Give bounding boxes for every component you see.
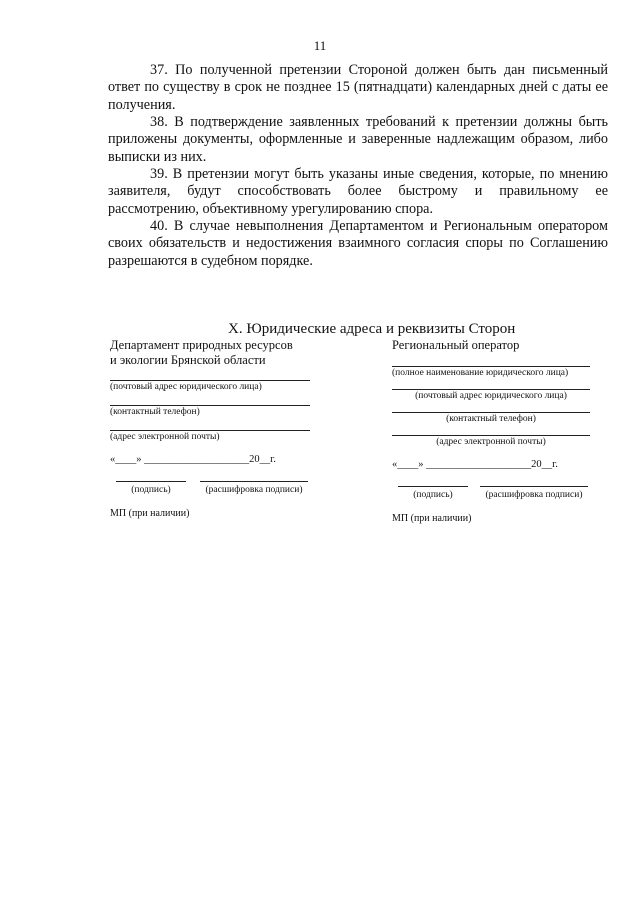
paragraph-37: 37. По полученной претензии Стороной должен быть дан письменный ответ по существу в срок не позднее 15 (пятнадцати) календарных дней с даты ее получения. [108, 62, 608, 113]
right-phone-caption: (контактный телефон) [446, 414, 536, 424]
right-decode-field [478, 486, 590, 501]
left-signature-caption: (подпись) [131, 485, 171, 495]
left-phone-caption: (контактный телефон) [110, 407, 200, 417]
right-postal-caption: (почтовый адрес юридического лица) [415, 391, 567, 401]
paragraph-39: 39. В претензии могут быть указаны иные сведения, которые, по мнению заявителя, будут способствовать более быстрому и правильному ее рассмотрению, объективному урегулированию спора. [108, 166, 608, 217]
page-number: 11 [313, 38, 327, 53]
left-postal-caption: (почтовый адрес юридического лица) [110, 382, 262, 392]
right-signature-row [392, 486, 590, 501]
right-email-caption: (адрес электронной почты) [436, 437, 546, 447]
left-date-line: «____» ____________________20__г. [110, 454, 276, 465]
left-signature-row [110, 481, 310, 496]
left-decode-line [200, 481, 308, 482]
left-signature-field [110, 481, 192, 496]
right-name-caption: (полное наименование юридического лица) [392, 368, 569, 378]
left-party-title-line2: и экологии Брянской области [110, 353, 266, 367]
paragraph-38: 38. В подтверждение заявленных требований к претензии должны быть приложены документы, оформленные и заверенные надлежащим образом, либо выписки из них. [108, 114, 608, 165]
right-decode-line [480, 486, 588, 487]
right-signature-line [398, 486, 468, 487]
right-signature-field [392, 486, 474, 501]
right-date-line: «____» ____________________20__г. [392, 459, 558, 470]
section-title: X. Юридические адреса и реквизиты Сторон [228, 321, 516, 337]
left-party-block [110, 338, 310, 519]
left-signature-line [116, 481, 186, 482]
right-stamp-note: МП (при наличии) [392, 513, 472, 524]
left-email-caption: (адрес электронной почты) [110, 432, 220, 442]
left-party-title-line1: Департамент природных ресурсов [110, 338, 293, 352]
right-party-block [392, 338, 590, 524]
right-signature-caption: (подпись) [413, 490, 453, 500]
paragraph-40: 40. В случае невыполнения Департаментом и Региональным оператором своих обязательств и недостижения взаимного согласия споры по Соглашению разрешаются в судебном порядке. [108, 218, 608, 269]
right-party-title: Региональный оператор [392, 338, 520, 352]
left-stamp-note: МП (при наличии) [110, 508, 190, 519]
left-decode-field [198, 481, 310, 496]
right-decode-caption: (расшифровка подписи) [485, 490, 583, 500]
left-decode-caption: (расшифровка подписи) [205, 485, 303, 495]
